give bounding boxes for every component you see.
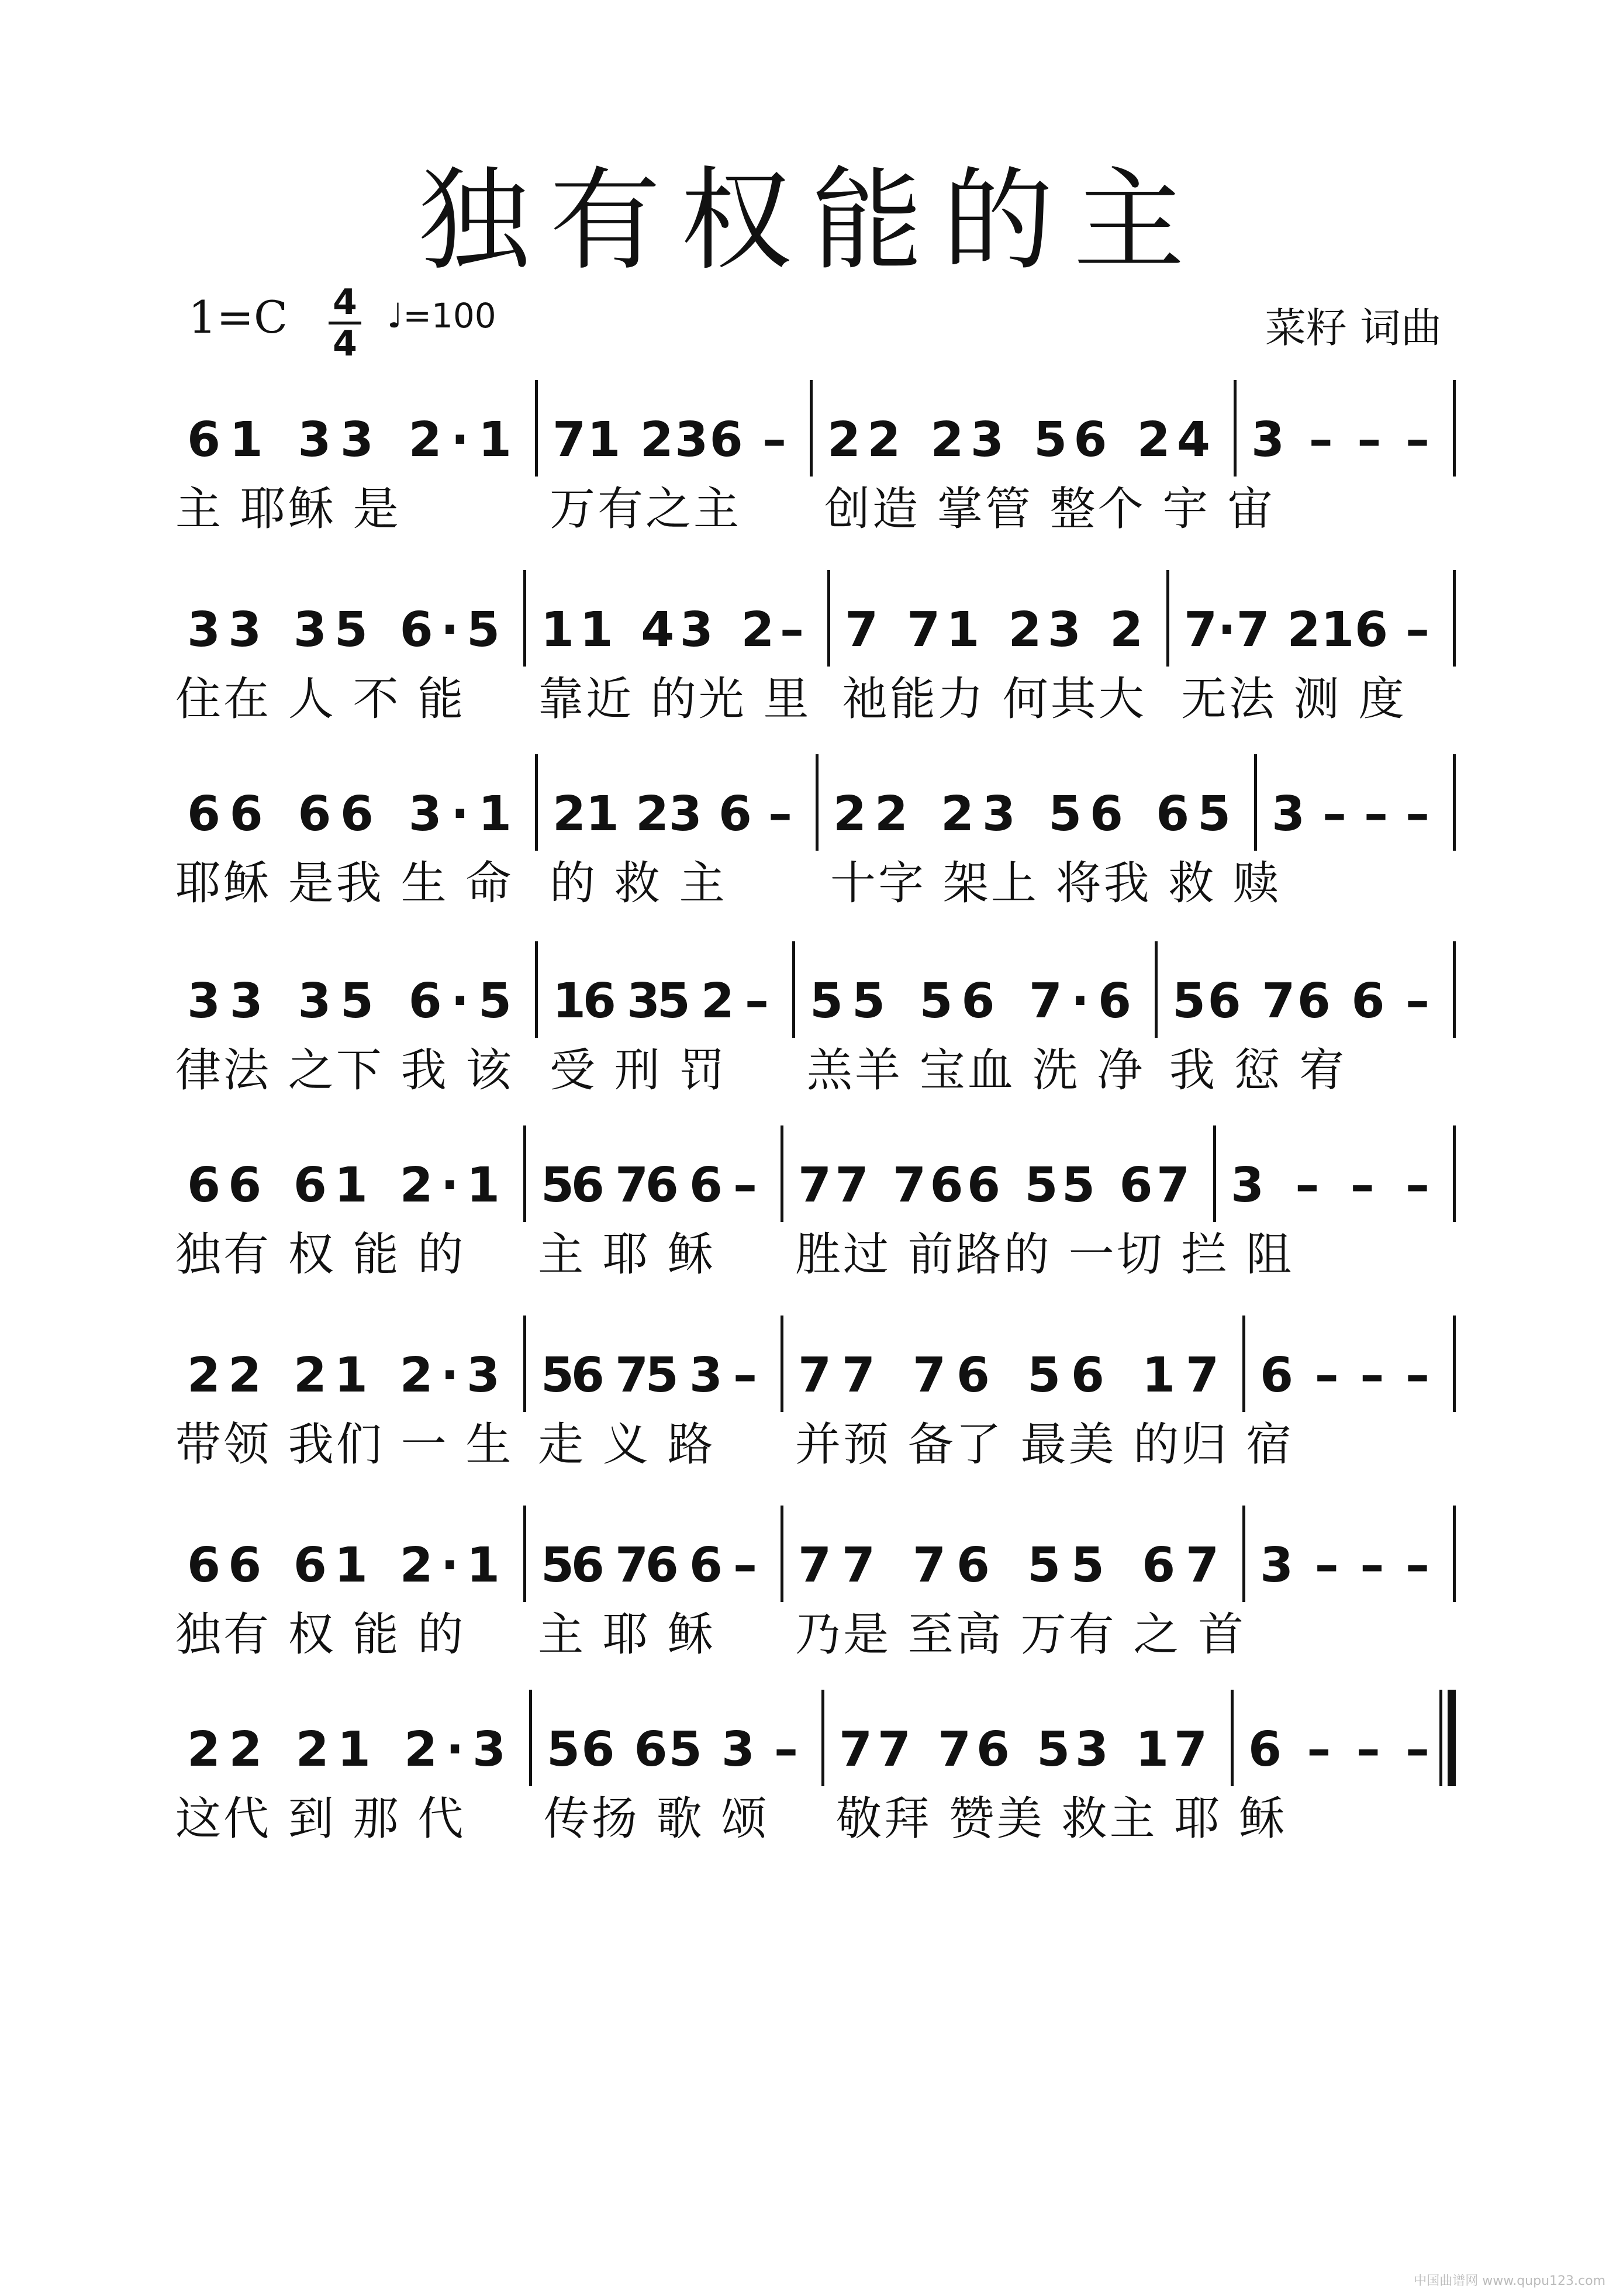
measure-notes: 3 – – – — [1231, 1158, 1429, 1213]
measure-notes: 16 35 2 – — [552, 973, 769, 1029]
measure-notes: 3 – – – — [1272, 786, 1429, 842]
measure-notes: 66 61 2·1 — [187, 1158, 500, 1213]
measure-notes: 33 35 6·5 — [187, 973, 512, 1029]
measure-notes: 77 76 56 17 — [798, 1348, 1219, 1403]
score-system — [175, 1114, 1456, 1289]
lyric-line: 主 耶稣 是 — [175, 483, 401, 536]
measure-notes: 6 – – – — [1248, 1722, 1429, 1777]
lyric-line: 靠近 的光 里 — [538, 673, 811, 726]
measure-notes: 22 23 56 24 — [827, 412, 1210, 468]
lyric-line: 祂能力 何其大 — [842, 673, 1147, 726]
measure-notes: 21 23 6 – — [552, 786, 792, 842]
lyric-line: 走 义 路 — [538, 1418, 716, 1471]
lyric-line: 独有 权 能 的 — [175, 1228, 466, 1281]
measure-notes: 3 – – – — [1251, 412, 1429, 468]
measure-notes: 71 236 – — [552, 412, 786, 468]
lyric-line: 无法 测 度 — [1181, 673, 1407, 726]
lyric-line: 律法 之下 我 该 — [175, 1044, 514, 1097]
measure-notes: 7 71 23 2 — [845, 602, 1143, 658]
lyric-line: 主 耶 稣 — [538, 1608, 716, 1661]
melody-line — [175, 1528, 1456, 1604]
measure-notes: 22 23 56 65 — [833, 786, 1231, 842]
time-signature — [329, 282, 361, 364]
measure-notes: 66 66 3·1 — [187, 786, 512, 842]
melody-line — [175, 1148, 1456, 1224]
score-system — [175, 930, 1456, 1105]
measure-notes: 77 76 55 67 — [798, 1538, 1219, 1593]
key-signature: 1=C — [188, 291, 288, 343]
lyric-line: 独有 权 能 的 — [175, 1608, 466, 1661]
melody-line — [175, 1712, 1456, 1788]
lyric-line: 胜过 前路的 一切 拦 阻 — [795, 1228, 1294, 1281]
score-system — [175, 558, 1456, 734]
score-system — [175, 368, 1456, 544]
watermark-logo: 中国曲谱网 www.qupu123.com — [1414, 2274, 1605, 2288]
score-system — [175, 1494, 1456, 1669]
score-system — [175, 1304, 1456, 1479]
lyric-line: 的 救 主 — [550, 857, 727, 910]
lyric-line: 敬拜 赞美 救主 耶 稣 — [836, 1793, 1287, 1845]
lyric-line: 带领 我们 一 生 — [175, 1418, 514, 1471]
melody-line — [175, 592, 1456, 668]
measure-notes: 56 75 3 – — [541, 1348, 757, 1403]
melody-line — [175, 964, 1456, 1040]
measure-notes: 56 76 6 – — [541, 1538, 757, 1593]
measure-notes: 55 56 7·6 — [810, 973, 1131, 1029]
measure-notes: 56 76 6 – — [1172, 973, 1429, 1029]
measure-notes: 77 76 53 17 — [839, 1722, 1207, 1777]
song-title: 独有权能的主 — [418, 156, 1204, 285]
measure-notes: 56 65 3 – — [547, 1722, 798, 1777]
lyric-line: 万有之主 — [550, 483, 742, 536]
lyric-line: 乃是 至高 万有 之 首 — [795, 1608, 1246, 1661]
lyric-line: 传扬 歌 颂 — [544, 1793, 769, 1845]
measure-notes: 22 21 2·3 — [187, 1348, 500, 1403]
measure-notes: 7·7 216 – — [1184, 602, 1429, 658]
measure-notes: 6 – – – — [1260, 1348, 1429, 1403]
author-credit: 菜籽 词曲 — [1265, 304, 1442, 352]
measure-notes: 56 76 6 – — [541, 1158, 757, 1213]
lyric-line: 创造 掌管 整个 宇 宙 — [824, 483, 1276, 536]
melody-line — [175, 402, 1456, 478]
lyric-line: 这代 到 那 代 — [175, 1793, 466, 1845]
lyric-line: 羔羊 宝血 洗 净 — [807, 1044, 1145, 1097]
measure-notes: 33 35 6·5 — [187, 602, 500, 658]
time-signature-bottom: 4 — [333, 323, 357, 364]
lyric-line: 我 愆 宥 — [1169, 1044, 1347, 1097]
lyric-line: 耶稣 是我 生 命 — [175, 857, 514, 910]
lyric-line: 十字 架上 将我 救 赎 — [830, 857, 1282, 910]
measure-notes: 61 33 2·1 — [187, 412, 512, 468]
tempo-marking: ♩=100 — [387, 296, 496, 336]
score-system — [175, 743, 1456, 918]
lyric-line: 住在 人 不 能 — [175, 673, 466, 726]
melody-line — [175, 776, 1456, 852]
measure-notes: 66 61 2·1 — [187, 1538, 500, 1593]
measure-notes: 22 21 2·3 — [187, 1722, 506, 1777]
time-signature-top: 4 — [333, 282, 357, 323]
lyric-line: 受 刑 罚 — [550, 1044, 727, 1097]
lyric-line: 主 耶 稣 — [538, 1228, 716, 1281]
lyric-line: 并预 备了 最美 的归 宿 — [795, 1418, 1294, 1471]
measure-notes: 3 – – – — [1260, 1538, 1429, 1593]
measure-notes: 11 43 2– — [541, 602, 804, 658]
score-system — [175, 1678, 1456, 1853]
melody-line — [175, 1338, 1456, 1414]
measure-notes: 77 766 55 67 — [798, 1158, 1190, 1213]
